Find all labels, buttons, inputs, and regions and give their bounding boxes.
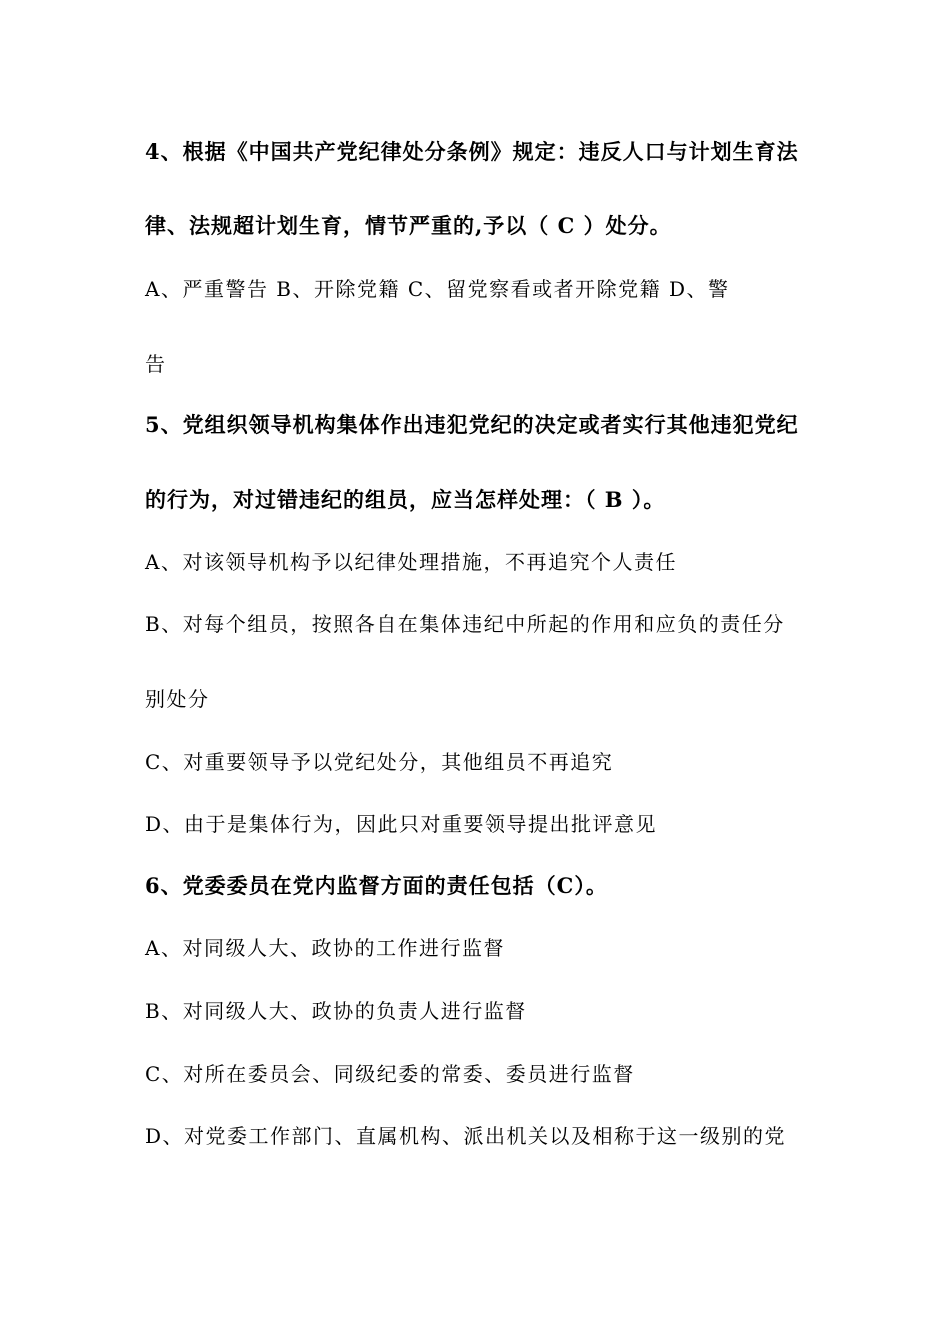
question-6-option-d: D、对党委工作部门、直属机构、派出机关以及相称于这一级别的党 <box>145 1124 787 1148</box>
question-5-stem-line-1: 5、党组织领导机构集体作出违犯党纪的决定或者实行其他违犯党纪 <box>145 412 799 437</box>
question-4-stem-line-2: 律、法规超计划生育，情节严重的,予以（ C ）处分。 <box>145 213 672 238</box>
question-4-stem-line-1: 4、根据《中国共产党纪律处分条例》规定：违反人口与计划生育法 <box>145 139 799 164</box>
question-4-options-line-2: 告 <box>145 352 167 376</box>
question-5-stem-line-2: 的行为，对过错违纪的组员，应当怎样处理：（ B ）。 <box>145 487 666 512</box>
question-6-option-a: A、对同级人大、政协的工作进行监督 <box>145 936 505 960</box>
question-5-option-b-line-2: 别处分 <box>145 687 210 711</box>
question-5-option-b-line-1: B、对每个组员，按照各自在集体违纪中所起的作用和应负的责任分 <box>145 612 785 636</box>
question-6-option-c: C、对所在委员会、同级纪委的常委、委员进行监督 <box>145 1062 635 1086</box>
question-5-option-c: C、对重要领导予以党纪处分，其他组员不再追究 <box>145 750 614 774</box>
question-5-option-a: A、对该领导机构予以纪律处理措施，不再追究个人责任 <box>145 550 677 574</box>
question-5-option-d: D、由于是集体行为，因此只对重要领导提出批评意见 <box>145 812 658 836</box>
question-4-options-line-1: A、严重警告 B、开除党籍 C、留党察看或者开除党籍 D、警 <box>145 277 730 301</box>
question-6-stem: 6、党委委员在党内监督方面的责任包括（C）。 <box>145 873 608 898</box>
question-6-option-b: B、对同级人大、政协的负责人进行监督 <box>145 999 527 1023</box>
